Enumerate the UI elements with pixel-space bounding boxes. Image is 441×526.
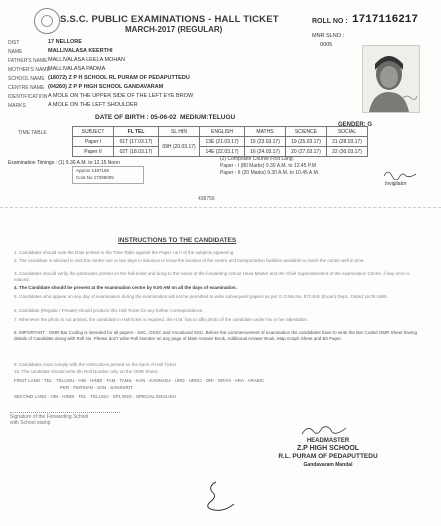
headmaster-signature-icon xyxy=(300,424,350,438)
table-cell: Paper II xyxy=(73,147,114,157)
composite-course: (2) Composite Course First Lang: xyxy=(220,156,294,162)
invigilator-label: Invigilator xyxy=(385,181,407,187)
table-cell: 22 (30.03.17) xyxy=(327,147,368,157)
exam-session: MARCH-2017 (REGULAR) xyxy=(125,25,223,34)
candidate-photo xyxy=(362,45,420,113)
forwarding-school-signature: Signature of the Forwarding School xyxy=(10,412,120,420)
first-language-list-2: PER · PERSIAN · SAN · SANSKRIT xyxy=(60,385,133,390)
table-cell: SCIENCE xyxy=(286,127,327,137)
table-cell: 13E (21.03.17) xyxy=(200,137,245,147)
table-cell: ENGLISH xyxy=(200,127,245,137)
table-cell: MATHS xyxy=(245,127,286,137)
instruction-6: 6. Candidate (Regular / Private) should produce this Hall Ticket for any further correspondence. xyxy=(14,308,204,313)
gender: GENDER: G xyxy=(338,122,373,128)
table-cell: 20 (27.03.17) xyxy=(286,147,327,157)
instruction-5: 5. Candidates who appear on any day of examination during the examination will not be permitted to write subsequent papers as per G.O.Ms.No. 872 Edn (Exam) Dept., Dated 16.08.1985. xyxy=(14,294,388,299)
handwritten-signature-icon xyxy=(196,476,246,516)
stamp-line-3: R.L. PURAM OF PEDAPUTTEDU xyxy=(278,453,378,460)
second-language-list: SECOND LANG : HIN · HINDI · TEL · TELUGU · SPL ENG · SPECIAL ENGLISH xyxy=(14,394,176,399)
table-cell: FL TEL xyxy=(114,127,159,137)
perforation-line xyxy=(0,207,441,208)
table-cell: 09H (20.03.17) xyxy=(159,137,200,157)
table-cell: SUBJECT xyxy=(73,127,114,137)
approx-box xyxy=(72,166,144,184)
name-value: MALLIVALASA KEERTHI xyxy=(48,48,113,54)
table-row xyxy=(73,127,368,137)
instruction-2: 2. The candidate is advised to visit the centre one or two days in advance to know the location of the centre and transportation facilities available to reach the centre well in time. xyxy=(14,258,365,263)
marks-value: A MOLE ON THE LEFT SHOULDER xyxy=(48,102,138,108)
father-value: MALLIVALASA LEELA MOHAN xyxy=(48,57,125,63)
headmaster-stamp xyxy=(268,437,388,469)
first-language-list: FIRST LANG : TEL · TELUGU · HIN · HINDI · TAM · TAMIL · KAN · KANNADA · URD · URDU · ORI · ORIYA · ARA · ARABIC xyxy=(14,378,265,383)
marks-label: MARKS xyxy=(8,103,26,109)
medium: MEDIUM:TELUGU xyxy=(180,114,236,121)
table-cell: 19 (25.03.17) xyxy=(286,137,327,147)
stamp-line-2: Z.P HIGH SCHOOL xyxy=(296,445,360,452)
table-row xyxy=(73,147,368,157)
mother-value: MALLIVALASA PADMA xyxy=(48,66,106,72)
stamp-line-1: HEADMASTER xyxy=(306,438,350,444)
dist-value: 17 NELLORE xyxy=(48,39,82,45)
table-cell: 01T (17.03.17) xyxy=(114,137,159,147)
ticket-code: 438756 xyxy=(198,196,215,202)
father-label: FATHER'S NAME xyxy=(8,58,48,64)
table-cell: SOCIAL xyxy=(327,127,368,137)
roll-number: 1717116217 xyxy=(352,14,419,26)
instruction-7: 7. Whenever the photo is not printed, the candidate in Hall ticket is required, the H.M. has to affix photo of the candidate under his or her attestation. xyxy=(14,317,309,322)
exam-timings: Examination Timings : (1) 9.30 A.M. to 12.15 Noon xyxy=(8,160,120,166)
composite-paper-2: Paper - II (20 Marks) 9.30 A.M. to 10.45 A.M. xyxy=(220,170,320,176)
mnr-label: MNR SLNO : xyxy=(312,33,345,39)
instruction-1: 1. Candidates should note the Date printed in the Time Table against the Paper I & II of the subjects appearing. xyxy=(14,250,235,255)
identification-value: A MOLE ON THE UPPER SIDE OF THE LEFT EYE BROW xyxy=(48,93,194,99)
table-cell: 15 (23.03.17) xyxy=(245,137,286,147)
table-cell: Paper I xyxy=(73,137,114,147)
forwarding-school-stamp-label: with School stamp xyxy=(10,420,51,426)
instruction-3: 3. Candidates should verify the particulars printed on the hall ticket and bring to the notice of the forwarding school Head Master and the Chief Superintendent of the examination Centre, if any error is noticed. xyxy=(14,271,410,282)
centre-label: CENTRE NAME xyxy=(8,85,45,91)
date-of-birth: DATE OF BIRTH : 05-06-02 xyxy=(95,114,177,121)
approx-line-1: Approx 1487186 xyxy=(76,168,110,173)
board-emblem-icon xyxy=(34,8,60,34)
roll-label: ROLL NO : xyxy=(312,18,348,25)
mother-label: MOTHER'S NAME xyxy=(8,67,50,73)
photo-image xyxy=(363,46,419,112)
instruction-9: 9. Candidates must comply with the Instructions printed on the back of Hall Ticket. xyxy=(14,362,178,367)
composite-paper-1: Paper - I (80 Marks) 9.30 A.M. to 12.45 P.M xyxy=(220,163,317,169)
table-cell: 16 (24.03.17) xyxy=(245,147,286,157)
instruction-10: 10. The candidate should write the Roll Number only on the OMR Sheet. xyxy=(14,369,159,374)
hall-ticket-title: S.S.C. PUBLIC EXAMINATIONS - HALL TICKET xyxy=(60,14,279,25)
instructions-title: INSTRUCTIONS TO THE CANDIDATES xyxy=(118,237,237,244)
instruction-8: 8. IMPORTANT : OMR Bar Coding is intended for all papers - SSC, OSSC and Vocational SSC. Before the commencement of examination the candidates have to write the Bar Coded OMR Sheet having details of Candidate along with Roll No. Please don't write Roll Number on any page of Main Answer Book, Additional Answer Book, Map Graph Sheet and Bit Paper. xyxy=(14,330,417,341)
school-label: SCHOOL NAME xyxy=(8,76,45,82)
instruction-4: 4. The Candidate should be present at the examination centre by 9.00 AM on all the days of examination. xyxy=(14,285,237,290)
dist-label: DIST xyxy=(8,40,20,46)
table-cell: 14E (22.03.17) xyxy=(200,147,245,157)
table-row xyxy=(73,137,368,147)
centre-value: (04260) Z P P HIGH SCHOOL GANDAVARAM xyxy=(48,84,164,90)
table-cell: 02T (18.03.17) xyxy=(114,147,159,157)
stamp-line-4: Gandavaram Mandal xyxy=(303,462,353,468)
name-label: NAME xyxy=(8,49,23,55)
mnr-number: 0005 xyxy=(320,42,333,48)
approx-line-2: Cont.No 17296005 xyxy=(76,175,114,180)
school-value: (18072) Z P H SCHOOL RL PURAM OF PEDAPUTTEDU xyxy=(48,75,190,81)
timetable xyxy=(72,126,368,157)
invigilator-signature-icon xyxy=(382,168,422,180)
table-cell: SL HIN xyxy=(159,127,200,137)
identification-label: IDENTIFICATION xyxy=(8,94,48,100)
table-cell: 21 (28.03.17) xyxy=(327,137,368,147)
timetable-label: TIME TABLE xyxy=(18,130,47,136)
